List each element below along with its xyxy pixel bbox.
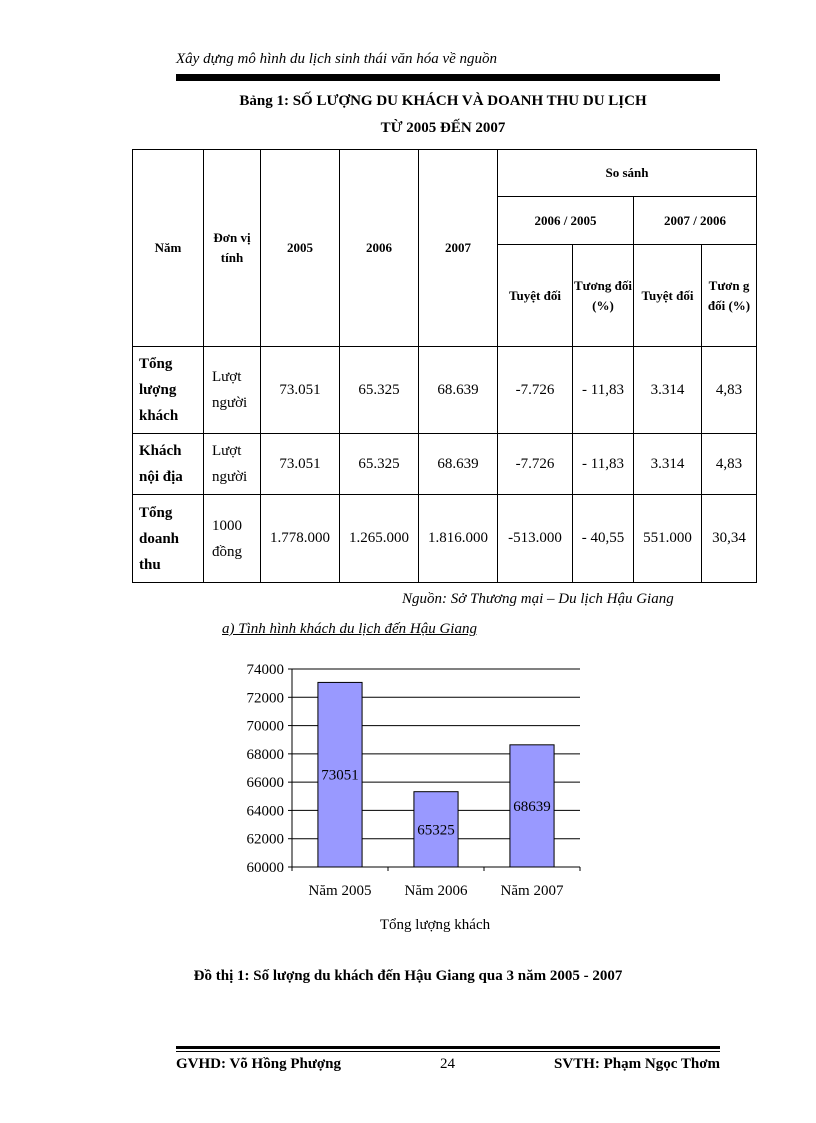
col-header-2005: 2005: [261, 150, 340, 347]
col-header-absolute-2: Tuyệt đối: [634, 245, 702, 347]
cell-rel-2: 30,34: [702, 495, 757, 583]
bar-chart: [220, 655, 600, 945]
chart-y-ticks: [247, 662, 293, 876]
cell-rel-2: 4,83: [702, 434, 757, 495]
y-tick-label: 72000: [246, 690, 284, 707]
cell-abs-1: -7.726: [498, 434, 573, 495]
y-tick-label: 66000: [246, 775, 284, 792]
col-header-absolute-1: Tuyệt đối: [498, 245, 573, 347]
chart-caption: a) Tình hình khách du lịch đến Hậu Giang: [222, 621, 477, 637]
row-label: Khách nội địa: [133, 434, 204, 495]
cell-2007: 68.639: [419, 434, 498, 495]
cell-2005: 1.778.000: [261, 495, 340, 583]
cell-abs-2: 3.314: [634, 434, 702, 495]
x-tick-label: Năm 2006: [404, 883, 468, 899]
table-row: [133, 434, 757, 495]
cell-2007: 1.816.000: [419, 495, 498, 583]
page-number: 24: [440, 1056, 455, 1072]
x-tick-label: Năm 2005: [308, 883, 372, 899]
cell-rel-1: - 11,83: [573, 347, 634, 434]
table-subtitle: TỪ 2005 ĐẾN 2007: [380, 120, 506, 136]
footer-advisor: GVHD: Võ Hồng Phượng: [176, 1056, 341, 1072]
running-header: Xây dựng mô hình du lịch sinh thái văn hóa về nguồn: [176, 51, 498, 67]
cell-2006: 65.325: [340, 347, 419, 434]
row-unit: Lượt người: [204, 347, 261, 434]
cell-abs-2: 551.000: [634, 495, 702, 583]
y-tick-label: 68000: [246, 746, 284, 763]
y-tick-label: 64000: [246, 803, 284, 820]
table-title: Bảng 1: SỐ LƯỢNG DU KHÁCH VÀ DOANH THU DU LỊCH: [239, 93, 647, 109]
row-unit: 1000 đồng: [204, 495, 261, 583]
x-tick-label: Năm 2007: [500, 883, 564, 899]
header-rule: [176, 74, 720, 81]
col-header-unit: Đơn vị tính: [204, 150, 261, 347]
data-label: 73051: [321, 767, 359, 784]
cell-rel-2: 4,83: [702, 347, 757, 434]
cell-2006: 65.325: [340, 434, 419, 495]
y-tick-label: 62000: [246, 831, 284, 848]
col-header-relative-1: Tương đối (%): [573, 245, 634, 347]
chart-bars: [318, 682, 554, 867]
data-label: 65325: [417, 822, 455, 839]
cell-abs-1: -7.726: [498, 347, 573, 434]
table-source: Nguồn: Sở Thương mại – Du lịch Hậu Giang: [402, 591, 674, 607]
footer-student: SVTH: Phạm Ngọc Thơm: [554, 1056, 720, 1072]
y-tick-label: 60000: [246, 860, 284, 876]
y-tick-label: 74000: [246, 662, 284, 678]
footer-rule: [176, 1046, 720, 1049]
y-tick-label: 70000: [246, 718, 284, 735]
cell-2005: 73.051: [261, 347, 340, 434]
cell-2007: 68.639: [419, 347, 498, 434]
col-header-year: Năm: [133, 150, 204, 347]
col-header-relative-2: Tươn g đối (%): [702, 245, 757, 347]
col-header-compare-2: 2007 / 2006: [634, 197, 757, 245]
col-header-2006: 2006: [340, 150, 419, 347]
cell-abs-1: -513.000: [498, 495, 573, 583]
cell-abs-2: 3.314: [634, 347, 702, 434]
figure-caption: Đồ thị 1: Số lượng du khách đến Hậu Giang qua 3 năm 2005 - 2007: [193, 968, 623, 984]
table-row: [133, 495, 757, 583]
col-header-2007: 2007: [419, 150, 498, 347]
chart-x-axis-title: Tổng lượng khách: [379, 917, 491, 933]
row-unit: Lượt người: [204, 434, 261, 495]
cell-rel-1: - 11,83: [573, 434, 634, 495]
col-header-compare-1: 2006 / 2005: [498, 197, 634, 245]
data-label: 68639: [513, 798, 551, 815]
chart-x-labels: [292, 867, 580, 899]
cell-2006: 1.265.000: [340, 495, 419, 583]
footer-rule-thin: [176, 1051, 720, 1052]
row-label: Tổng lượng khách: [133, 347, 204, 434]
cell-rel-1: - 40,55: [573, 495, 634, 583]
cell-2005: 73.051: [261, 434, 340, 495]
row-label: Tổng doanh thu: [133, 495, 204, 583]
data-table: [132, 149, 757, 583]
col-header-compare: So sánh: [498, 150, 757, 197]
table-row: [133, 347, 757, 434]
